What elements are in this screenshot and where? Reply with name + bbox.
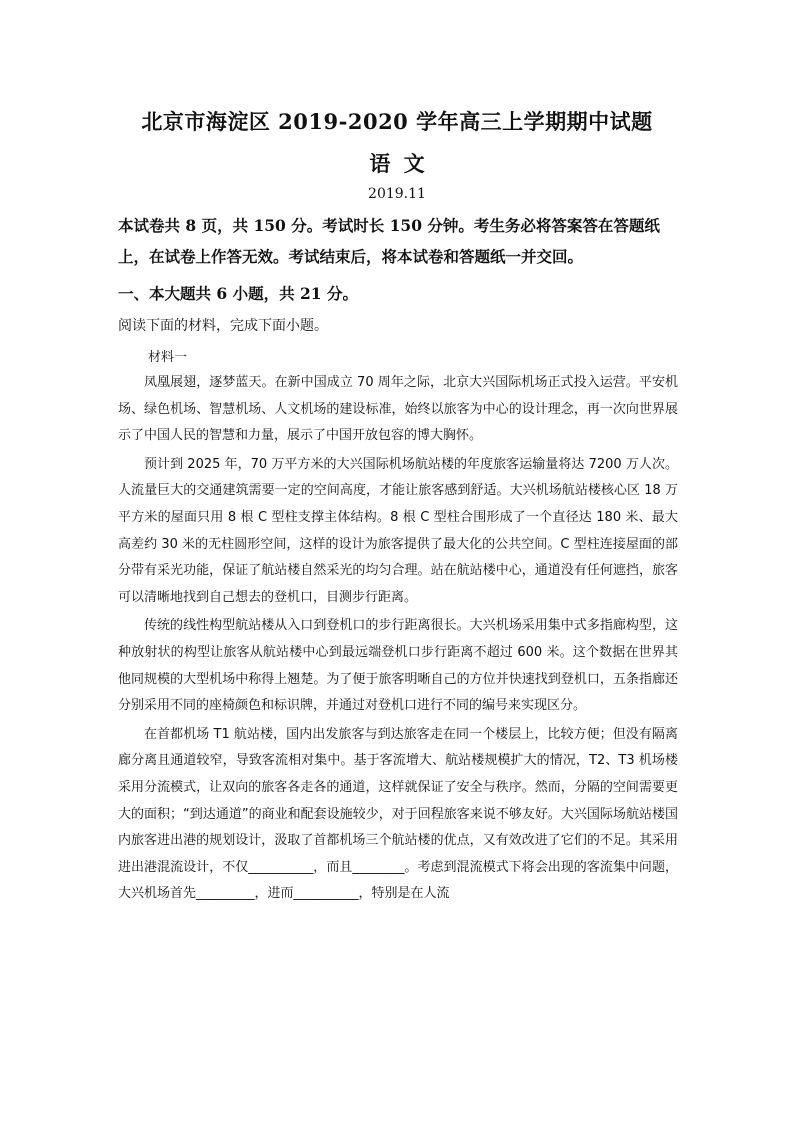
- paragraph: 传统的线性构型航站楼从入口到登机口的步行距离很长。大兴机场采用集中式多指廊构型，这种放射状的构型让旅客从航站楼中心到最远端登机口步行距离不超过 600 米。这个数据在世界其他同规模的大型机场中称得上翘楚。为了便于旅客明晰自己的方位并快速找到登机口，五条指廊还分别采用不同的座椅颜色和标识牌，并通过对登机口进行不同的编号来实现区分。: [118, 618, 678, 714]
- subject-title: 语 文: [369, 151, 425, 176]
- section-heading: 一、本大题共 6 小题，共 21 分。: [118, 284, 358, 303]
- reading-prompt: 阅读下面的材料，完成下面小题。: [118, 318, 328, 334]
- exam-date: 2019.11: [368, 186, 426, 202]
- paragraph: 凤凰展翅，逐梦蓝天。在新中国成立 70 周年之际，北京大兴国际机场正式投入运营。平安机场、绿色机场、智慧机场、人文机场的建设标准，始终以旅客为中心的设计理念，再一次向世界展示了中国人民的智慧和力量，展示了中国开放包容的博大胸怀。: [118, 375, 678, 444]
- exam-instructions: 本试卷共 8 页，共 150 分。考试时长 150 分钟。考生务必将答案答在答题纸上，在试卷上作答无效。考试结束后，将本试卷和答题纸一并交回。: [118, 216, 660, 266]
- material-label: 材料一: [148, 350, 188, 365]
- page-title: 北京市海淀区 2019-2020 学年高三上学期期中试题: [141, 109, 653, 134]
- paragraph: 在首都机场 T1 航站楼，国内出发旅客与到达旅客走在同一个楼层上，比较方便；但没有隔离廊分离且通道较窄，导致客流相对集中。基于客流增大、航站楼规模扩大的情况，T2、T3 机场楼采用分流模式，让双向的旅客各走各的通道，这样就保证了安全与秩序。然而，分隔的空间需要更大的面积；“到达通道”的商业和配套设施较少，对于回程旅客来说不够友好。大兴国际场航站楼国内旅客进出港的规划设计，汲取了首都机场三个航站楼的优点，又有效改进了它们的不足。其采用进出港混流设计，不仅__________，而且________。考虑到混流模式下将会出现的客流集中问题，大兴机场首先_________，进而__________，特别是在人流: [118, 726, 678, 902]
- paragraph: 预计到 2025 年，70 万平方米的大兴国际机场航站楼的年度旅客运输量将达 7200 万人次。人流量巨大的交通建筑需要一定的空间高度，才能让旅客感到舒适。大兴机场航站楼核心区 18 万平方米的屋面只用 8 根 C 型柱支撑主体结构。8 根 C 型柱合围形成了一个直径达 180 米、最大高差约 30 米的无柱圆形空间，这样的设计为旅客提供了最大化的公共空间。C 型柱连接屋面的部分带有采光功能，保证了航站楼自然采光的均匀合理。站在航站楼中心，通道没有任何遮挡，旅客可以清晰地找到自己想去的登机口，目测步行距离。: [118, 456, 678, 605]
- material-body: [118, 370, 678, 908]
